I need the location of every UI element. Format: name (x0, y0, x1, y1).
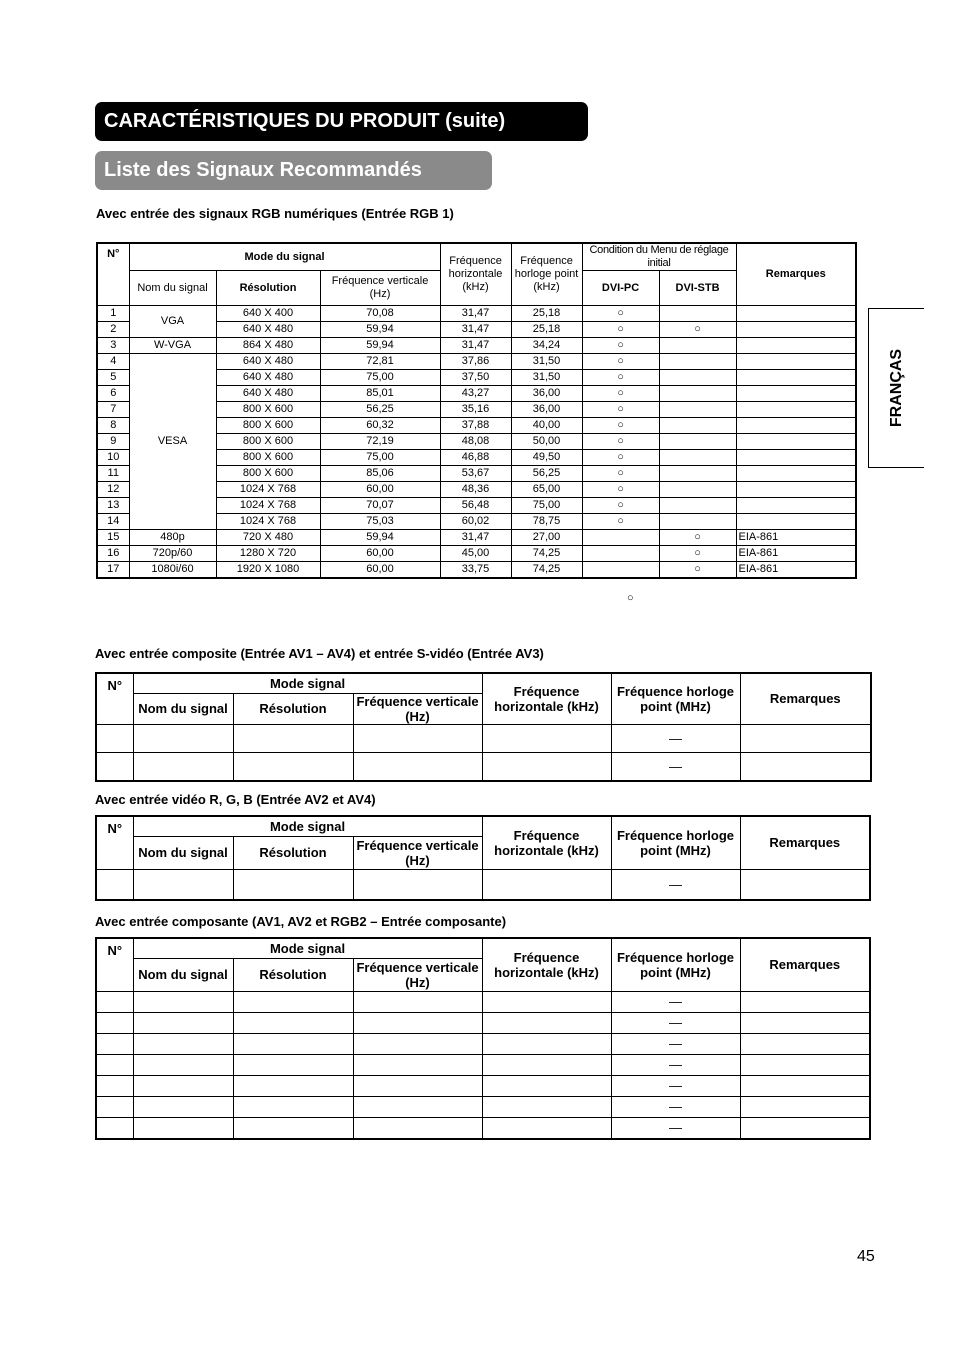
table-row (97, 530, 856, 546)
cell-dvi-pc: ○ (582, 402, 659, 418)
cell-freq-h: 45,00 (440, 546, 511, 562)
cell-remarks: EIA-861 (736, 546, 856, 562)
header-no: N° (96, 938, 133, 991)
cell-signal-name: VGA (129, 306, 216, 338)
cell-no: 12 (97, 482, 129, 498)
header-resolution: Résolution (233, 693, 353, 724)
cell-freq-h: 35,16 (440, 402, 511, 418)
cell-freq-h: 37,86 (440, 354, 511, 370)
cell-dvi-pc (582, 562, 659, 579)
component-signal-table (95, 937, 871, 1140)
table-row (96, 1012, 870, 1033)
cell-dvi-pc: ○ (582, 306, 659, 322)
header-nom: Nom du signal (133, 836, 233, 869)
table-row (96, 1075, 870, 1096)
cell-resolution: 640 X 480 (216, 370, 320, 386)
table-row (97, 562, 856, 579)
composite-signal-table (95, 672, 872, 782)
cell-freq-clock: 36,00 (511, 402, 582, 418)
cell-dvi-stb (659, 402, 736, 418)
header-resolution: Résolution (233, 958, 353, 991)
cell-freq-v: 70,07 (320, 498, 440, 514)
cell-resolution: 800 X 600 (216, 418, 320, 434)
cell-no: 15 (97, 530, 129, 546)
cell-freq-v: 72,19 (320, 434, 440, 450)
cell-freq-v: 85,01 (320, 386, 440, 402)
cell-remarks (736, 306, 856, 322)
cell-dvi-stb (659, 450, 736, 466)
cell-freq-h: 53,67 (440, 466, 511, 482)
header-freq-v: Fréquence verticale (Hz) (353, 836, 482, 869)
cell-freq-v: 75,00 (320, 450, 440, 466)
header-remarks: Remarques (740, 816, 870, 869)
cell-freq-clock: 40,00 (511, 418, 582, 434)
header-resolution: Résolution (216, 271, 320, 306)
cell-freq-v: 75,03 (320, 514, 440, 530)
cell-dash: — (611, 869, 740, 900)
cell-freq-h: 31,47 (440, 530, 511, 546)
cell-freq-v: 60,00 (320, 546, 440, 562)
cell-signal-name: 720p/60 (129, 546, 216, 562)
cell-remarks (736, 370, 856, 386)
cell-dvi-pc (582, 530, 659, 546)
cell-resolution: 1024 X 768 (216, 498, 320, 514)
cell-dash: — (611, 752, 740, 781)
cell-remarks (736, 498, 856, 514)
cell-remarks (736, 354, 856, 370)
cell-signal-name: W-VGA (129, 338, 216, 354)
table-row (96, 1117, 870, 1139)
cell-dvi-stb (659, 466, 736, 482)
header-resolution: Résolution (233, 836, 353, 869)
cell-dvi-stb: ○ (659, 530, 736, 546)
table-row (97, 546, 856, 562)
cell-remarks (736, 482, 856, 498)
cell-no: 14 (97, 514, 129, 530)
cell-resolution: 640 X 480 (216, 354, 320, 370)
header-freq-clock: Fréquence horloge point (MHz) (611, 938, 740, 991)
cell-dvi-stb (659, 370, 736, 386)
cell-dvi-stb (659, 338, 736, 354)
header-no: N° (97, 243, 129, 306)
cell-resolution: 640 X 480 (216, 322, 320, 338)
cell-dvi-stb (659, 434, 736, 450)
cell-dvi-stb: ○ (659, 322, 736, 338)
cell-resolution: 720 X 480 (216, 530, 320, 546)
cell-remarks: EIA-861 (736, 562, 856, 579)
cell-no: 5 (97, 370, 129, 386)
cell-dvi-pc: ○ (582, 370, 659, 386)
cell-remarks (736, 338, 856, 354)
cell-remarks (736, 418, 856, 434)
cell-freq-v: 60,32 (320, 418, 440, 434)
cell-dvi-stb (659, 354, 736, 370)
cell-remarks: EIA-861 (736, 530, 856, 546)
circle-symbol-note: ○ (627, 592, 634, 604)
header-remarks: Remarques (740, 938, 870, 991)
cell-no: 13 (97, 498, 129, 514)
cell-freq-v: 56,25 (320, 402, 440, 418)
cell-freq-clock: 25,18 (511, 322, 582, 338)
header-no: N° (96, 673, 133, 724)
cell-freq-h: 60,02 (440, 514, 511, 530)
cell-remarks (736, 402, 856, 418)
cell-freq-clock: 74,25 (511, 562, 582, 579)
cell-freq-clock: 74,25 (511, 546, 582, 562)
section-heading-rgb-digital: Avec entrée des signaux RGB numériques (Entrée RGB 1) (96, 206, 454, 221)
header-freq-clock: Fréquence horloge point (MHz) (611, 816, 740, 869)
cell-remarks (736, 386, 856, 402)
cell-freq-clock: 50,00 (511, 434, 582, 450)
cell-no: 1 (97, 306, 129, 322)
cell-signal-name: VESA (129, 354, 216, 530)
header-mode: Mode du signal (129, 243, 440, 271)
cell-dvi-pc: ○ (582, 498, 659, 514)
cell-freq-clock: 34,24 (511, 338, 582, 354)
header-remarks: Remarques (740, 673, 871, 724)
cell-freq-clock: 31,50 (511, 370, 582, 386)
cell-dvi-stb (659, 418, 736, 434)
cell-freq-h: 33,75 (440, 562, 511, 579)
cell-remarks (736, 514, 856, 530)
language-label: FRANÇAS (887, 348, 905, 428)
cell-freq-h: 31,47 (440, 322, 511, 338)
header-freq-h: Fréquence horizontale (kHz) (482, 673, 611, 724)
cell-freq-h: 48,08 (440, 434, 511, 450)
rgb-video-signal-table (95, 815, 871, 901)
page-subtitle: Liste des Signaux Recommandés (95, 151, 492, 190)
cell-dvi-pc: ○ (582, 450, 659, 466)
cell-freq-clock: 75,00 (511, 498, 582, 514)
cell-no: 9 (97, 434, 129, 450)
cell-freq-h: 56,48 (440, 498, 511, 514)
cell-freq-v: 60,00 (320, 482, 440, 498)
cell-no: 11 (97, 466, 129, 482)
cell-dvi-pc (582, 546, 659, 562)
rgb-digital-signal-table (96, 242, 857, 579)
cell-freq-h: 37,50 (440, 370, 511, 386)
cell-resolution: 640 X 480 (216, 386, 320, 402)
cell-resolution: 1024 X 768 (216, 482, 320, 498)
header-nom: Nom du signal (133, 693, 233, 724)
cell-dash: — (611, 1117, 740, 1139)
cell-freq-clock: 78,75 (511, 514, 582, 530)
table-row (96, 991, 870, 1012)
cell-dvi-stb (659, 306, 736, 322)
table-row (97, 306, 856, 322)
cell-freq-clock: 49,50 (511, 450, 582, 466)
cell-signal-name: 1080i/60 (129, 562, 216, 579)
cell-dash: — (611, 1054, 740, 1075)
cell-freq-v: 70,08 (320, 306, 440, 322)
section-heading-rgb-video: Avec entrée vidéo R, G, B (Entrée AV2 et AV4) (95, 792, 376, 807)
cell-dash: — (611, 1012, 740, 1033)
cell-resolution: 1024 X 768 (216, 514, 320, 530)
cell-dvi-stb (659, 514, 736, 530)
table-row (96, 1033, 870, 1054)
cell-resolution: 800 X 600 (216, 434, 320, 450)
table-row (96, 724, 871, 752)
cell-freq-clock: 65,00 (511, 482, 582, 498)
cell-remarks (736, 434, 856, 450)
cell-no: 4 (97, 354, 129, 370)
cell-dvi-pc: ○ (582, 418, 659, 434)
cell-dash: — (611, 991, 740, 1012)
cell-dvi-pc: ○ (582, 514, 659, 530)
header-remarks: Remarques (736, 243, 856, 306)
cell-resolution: 800 X 600 (216, 450, 320, 466)
cell-dvi-pc: ○ (582, 338, 659, 354)
cell-freq-v: 60,00 (320, 562, 440, 579)
header-dvi-stb: DVI-STB (659, 271, 736, 306)
header-mode: Mode signal (133, 816, 482, 836)
cell-freq-v: 75,00 (320, 370, 440, 386)
cell-dvi-pc: ○ (582, 434, 659, 450)
header-no: N° (96, 816, 133, 869)
cell-resolution: 1920 X 1080 (216, 562, 320, 579)
cell-dvi-pc: ○ (582, 386, 659, 402)
cell-dash: — (611, 1075, 740, 1096)
cell-dvi-pc: ○ (582, 466, 659, 482)
cell-freq-h: 46,88 (440, 450, 511, 466)
cell-signal-name: 480p (129, 530, 216, 546)
header-freq-h: Fréquence horizontale (kHz) (482, 938, 611, 991)
cell-freq-h: 48,36 (440, 482, 511, 498)
header-freq-v: Fréquence verticale (Hz) (353, 958, 482, 991)
cell-freq-clock: 25,18 (511, 306, 582, 322)
cell-dvi-pc: ○ (582, 322, 659, 338)
cell-no: 3 (97, 338, 129, 354)
cell-dvi-stb: ○ (659, 562, 736, 579)
header-mode: Mode signal (133, 938, 482, 958)
cell-resolution: 864 X 480 (216, 338, 320, 354)
header-nom: Nom du signal (129, 271, 216, 306)
cell-dvi-pc: ○ (582, 482, 659, 498)
cell-dash: — (611, 1033, 740, 1054)
table-row (96, 1096, 870, 1117)
cell-no: 8 (97, 418, 129, 434)
cell-dvi-stb (659, 498, 736, 514)
cell-freq-clock: 31,50 (511, 354, 582, 370)
cell-freq-h: 31,47 (440, 338, 511, 354)
cell-dash: — (611, 1096, 740, 1117)
cell-resolution: 800 X 600 (216, 466, 320, 482)
cell-no: 17 (97, 562, 129, 579)
cell-remarks (736, 450, 856, 466)
cell-resolution: 640 X 400 (216, 306, 320, 322)
header-nom: Nom du signal (133, 958, 233, 991)
cell-dash: — (611, 724, 740, 752)
cell-freq-v: 72,81 (320, 354, 440, 370)
cell-no: 16 (97, 546, 129, 562)
cell-dvi-pc: ○ (582, 354, 659, 370)
section-heading-component: Avec entrée composante (AV1, AV2 et RGB2 – Entrée composante) (95, 914, 507, 929)
cell-freq-h: 43,27 (440, 386, 511, 402)
cell-dvi-stb (659, 386, 736, 402)
cell-remarks (736, 322, 856, 338)
header-condition: Condition du Menu de réglage initial (582, 243, 736, 271)
cell-resolution: 800 X 600 (216, 402, 320, 418)
cell-freq-clock: 56,25 (511, 466, 582, 482)
table-row (96, 869, 870, 900)
cell-resolution: 1280 X 720 (216, 546, 320, 562)
cell-dvi-stb (659, 482, 736, 498)
table-row (97, 338, 856, 354)
cell-freq-v: 59,94 (320, 530, 440, 546)
cell-no: 2 (97, 322, 129, 338)
language-side-tab (868, 308, 924, 468)
cell-freq-h: 31,47 (440, 306, 511, 322)
cell-no: 7 (97, 402, 129, 418)
header-freq-clock: Fréquence horloge point (MHz) (611, 673, 740, 724)
header-freq-clock: Fréquence horloge point (kHz) (511, 243, 582, 306)
header-freq-h: Fréquence horizontale (kHz) (440, 243, 511, 306)
page-number: 45 (857, 1248, 875, 1265)
table-row (97, 354, 856, 370)
cell-no: 6 (97, 386, 129, 402)
header-freq-v: Fréquence verticale (Hz) (353, 693, 482, 724)
table-row (96, 1054, 870, 1075)
cell-remarks (736, 466, 856, 482)
cell-freq-v: 59,94 (320, 322, 440, 338)
section-heading-composite: Avec entrée composite (Entrée AV1 – AV4) et entrée S-vidéo (Entrée AV3) (95, 646, 544, 661)
cell-no: 10 (97, 450, 129, 466)
cell-dvi-stb: ○ (659, 546, 736, 562)
cell-freq-h: 37,88 (440, 418, 511, 434)
cell-freq-clock: 36,00 (511, 386, 582, 402)
cell-freq-v: 59,94 (320, 338, 440, 354)
page-title: CARACTÉRISTIQUES DU PRODUIT (suite) (95, 102, 588, 141)
header-freq-h: Fréquence horizontale (kHz) (482, 816, 611, 869)
cell-freq-v: 85,06 (320, 466, 440, 482)
header-dvi-pc: DVI-PC (582, 271, 659, 306)
cell-freq-clock: 27,00 (511, 530, 582, 546)
table-row (96, 752, 871, 781)
header-mode: Mode signal (133, 673, 482, 693)
header-freq-v: Fréquence verticale (Hz) (320, 271, 440, 306)
